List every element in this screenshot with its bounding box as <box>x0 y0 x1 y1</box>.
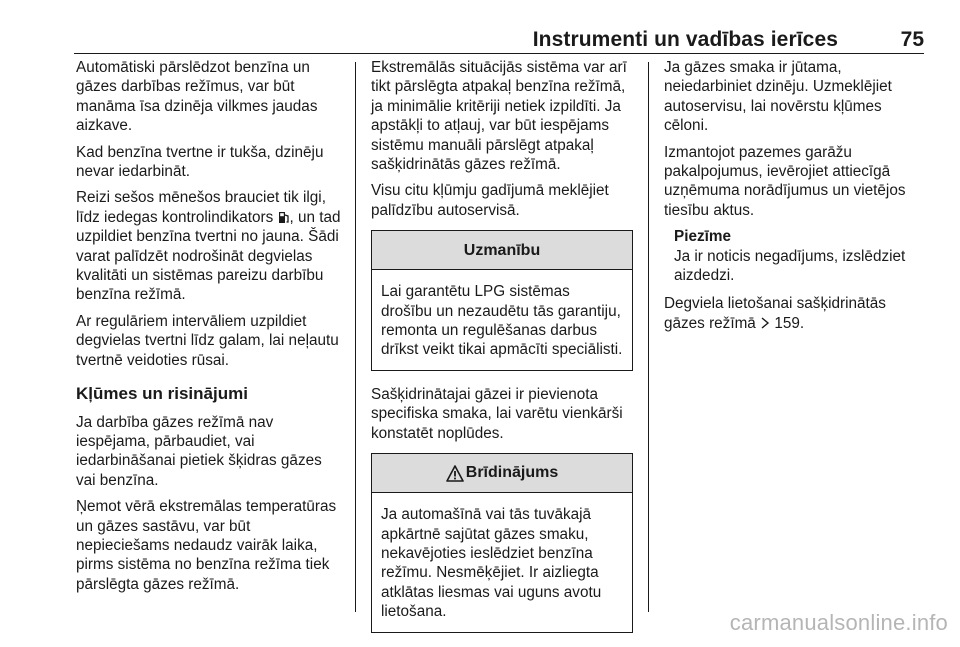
paragraph: Automātiski pārslēdzot benzīna un gāzes darbības režīmus, var būt manāma īsa dzinēja vilkmes jaudas aizkave. <box>76 59 318 135</box>
paragraph: Ņemot vērā ekstremālas temperatūras un gāzes sastāvu, var būt nepieciešams nedaudz vairāk laika, pirms sistēma no benzīna režīma tiek pārslēgta gāzes režīmā. <box>76 498 337 593</box>
watermark: carmanualsonline.info <box>729 610 948 635</box>
paragraph-text: Degviela lietošanai sašķidrinātās gāzes režīmā <box>664 295 886 332</box>
notice-title: Uzmanību <box>372 231 632 270</box>
page-reference-link[interactable]: 159. <box>774 314 805 332</box>
paragraph: Ja darbība gāzes režīmā nav iespējama, pārbaudiet, vai iedarbināšanai pietiek šķidras gāzes vai benzīna. <box>76 413 322 489</box>
note-title: Piezīme <box>674 228 731 246</box>
page-number: 75 <box>900 28 924 51</box>
warning-header <box>372 454 632 493</box>
section-heading: Kļūmes un risinājumi <box>76 384 248 404</box>
paragraph-text: , un tad uzpildiet benzīna tvertni no jauna. Šādi varat palīdzēt nodrošināt degvielas kvalitāti un sistēmas pareizu darbību benzīna režīmā. <box>76 208 341 304</box>
paragraph: Kad benzīna tvertne ir tukša, dzinēju nevar iedarbināt. <box>76 143 324 181</box>
fuel-indicator-icon <box>278 210 290 224</box>
notice-text: Lai garantētu LPG sistēmas drošību un nezaudētu tās garantiju, remonta un regulēšanas darbus drīkst veikt tikai apmācīti speciālisti. <box>381 283 623 359</box>
warning-title: Brīdinājums <box>465 464 559 482</box>
column-middle <box>371 58 633 647</box>
paragraph: Ekstremālās situācijās sistēma var arī tikt pārslēgta atpakaļ benzīna režīmā, ja minimālie kritēriji netiek izpildīti. Ja apstākļi to atļauj, var būt iespējams sistēmu manuāli pārslēgt atpakaļ sašķidrinātās gāzes režīmā. <box>371 59 627 174</box>
paragraph: Ja gāzes smaka ir jūtama, neiedarbiniet dzinēju. Uzmeklējiet autoservisu, lai novērstu kļūmes cēloni. <box>664 59 892 135</box>
note-block <box>664 227 926 285</box>
header-divider <box>74 53 924 54</box>
column-divider-2 <box>648 62 649 612</box>
paragraph: Visu citu kļūmju gadījumā meklējiet palīdzību autoservisā. <box>371 182 609 219</box>
paragraph: Ar regulāriem intervāliem uzpildiet degvielas tvertni līdz galam, lai neļautu tvertnē veidoties rūsai. <box>76 312 339 369</box>
paragraph <box>664 294 926 333</box>
paragraph: Sašķidrinātajai gāzei ir pievienota specifiska smaka, lai varētu vienkārši konstatēt noplūdes. <box>371 385 623 442</box>
column-right <box>664 58 926 340</box>
page-header-title: Instrumenti un vadības ierīces <box>532 28 838 51</box>
notice-box <box>371 230 633 371</box>
paragraph <box>76 188 344 304</box>
warning-triangle-icon <box>446 465 464 482</box>
warning-text: Ja automašīnā vai tās tuvākajā apkārtnē sajūtat gāzes smaku, nekavējoties ieslēdziet benzīna režīmu. Nesmēķējiet. Ir aizliegta atklātas liesmas vai uguns avotu lietošana. <box>381 506 602 621</box>
column-left <box>76 58 344 601</box>
warning-box <box>371 453 633 632</box>
page-header <box>0 0 960 52</box>
note-text: Ja ir noticis negadījums, izslēdziet aizdedzi. <box>674 247 906 285</box>
column-divider-1 <box>355 62 356 612</box>
paragraph: Izmantojot pazemes garāžu pakalpojumus, ievērojiet attiecīgā uzņēmuma norādījumus un vietējos tiesību aktus. <box>664 143 906 219</box>
page-reference-icon <box>760 315 770 327</box>
paragraph-text: Reizi sešos mēnešos brauciet tik ilgi, līdz iedegas kontrolindikators <box>76 189 326 226</box>
